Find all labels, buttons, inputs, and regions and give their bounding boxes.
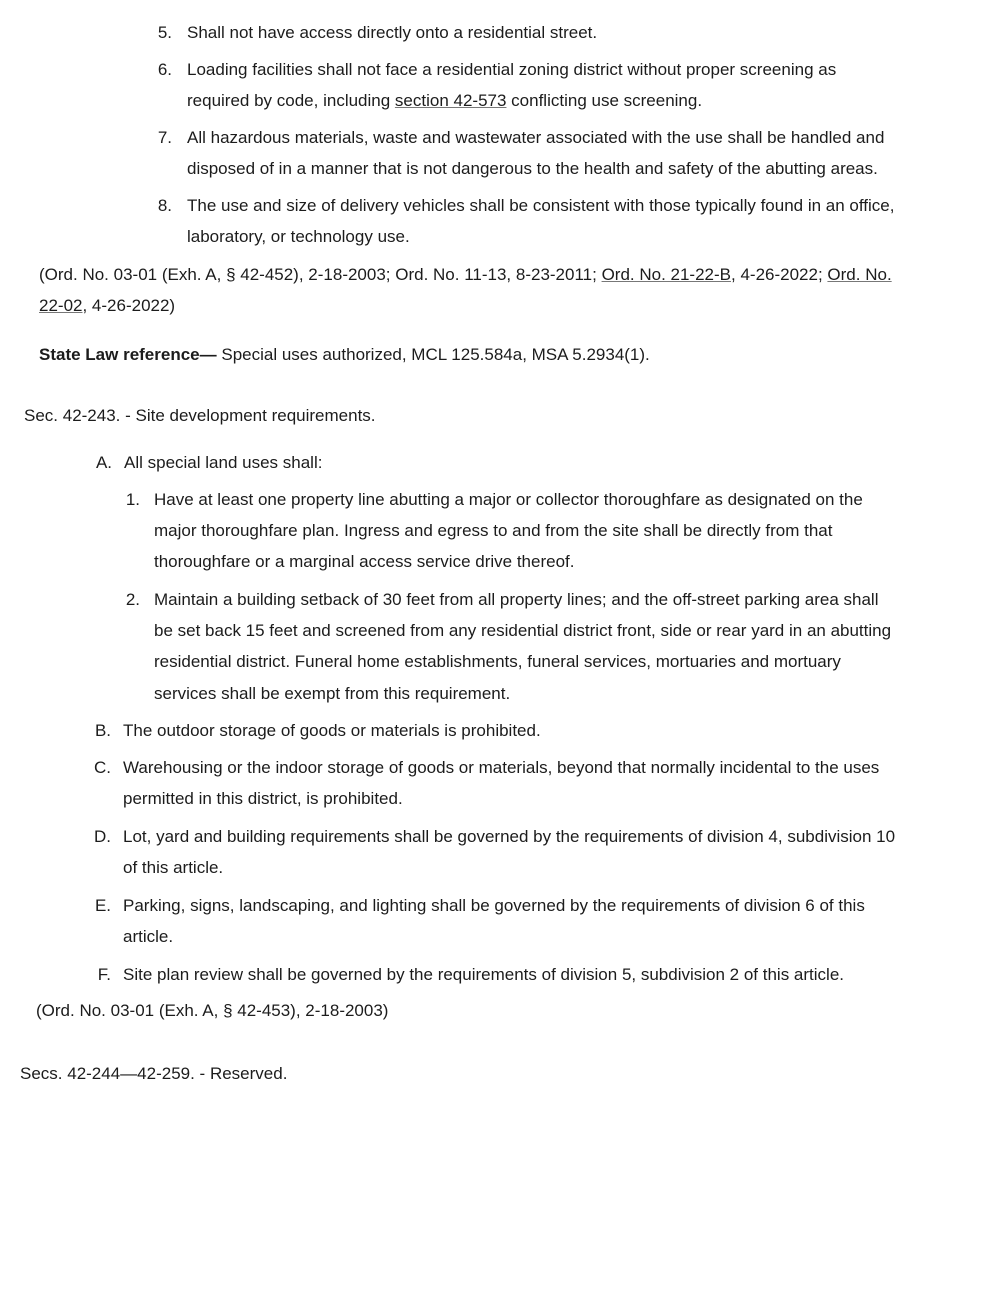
history-note: (Ord. No. 03-01 (Exh. A, § 42-453), 2-18-2003)	[36, 1001, 389, 1020]
section-link[interactable]: section 42-573	[394, 91, 507, 110]
history-note	[39, 259, 892, 290]
list-number: 6.	[157, 60, 172, 79]
list-number: 7.	[157, 128, 172, 147]
list-item-text: All hazardous materials, waste and wastewater associated with the use shall be handled and	[187, 128, 885, 147]
list-number: 8.	[157, 196, 172, 215]
list-letter: F.	[97, 965, 111, 984]
list-item-text: services shall be exempt from this requirement.	[154, 684, 511, 703]
list-item-text: The outdoor storage of goods or materials is prohibited.	[123, 721, 541, 740]
state-law-text: Special uses authorized, MCL 125.584a, MSA 5.2934(1).	[216, 345, 650, 364]
state-law-label: State Law reference—	[39, 345, 217, 364]
list-item-text: laboratory, or technology use.	[187, 227, 410, 246]
list-letter: A.	[95, 453, 112, 472]
ordinance-link[interactable]: 22-02	[39, 296, 83, 315]
list-letter: B.	[94, 721, 111, 740]
list-item-text: major thoroughfare plan. Ingress and egress to and from the site shall be directly from that	[154, 521, 833, 540]
list-letter: D.	[94, 827, 111, 846]
list-item-text: Shall not have access directly onto a residential street.	[187, 23, 598, 42]
list-number: 2.	[125, 590, 140, 609]
list-item-text: Parking, signs, landscaping, and lighting shall be governed by the requirements of division 6 of this	[123, 896, 865, 915]
history-note	[39, 290, 175, 321]
text-run: , 4-26-2022)	[82, 296, 176, 315]
list-item-text	[187, 85, 702, 116]
text-run: required by code, including	[187, 91, 395, 110]
list-item-text: residential district. Funeral home establishments, funeral services, mortuaries and mortuary	[154, 652, 841, 671]
list-number: 1.	[125, 490, 140, 509]
state-law-reference	[39, 339, 650, 370]
text-run: conflicting use screening.	[506, 91, 703, 110]
list-item-text: Warehousing or the indoor storage of goods or materials, beyond that normally incidental to the uses	[123, 758, 880, 777]
list-number: 5.	[157, 23, 172, 42]
text-run: , 4-26-2022;	[731, 265, 828, 284]
list-item-text: article.	[123, 927, 174, 946]
reserved-sections: Secs. 42-244—42-259. - Reserved.	[20, 1064, 288, 1083]
list-item-text: be set back 15 feet and screened from any residential district front, side or rear yard in an abutting	[154, 621, 892, 640]
list-item-text: disposed of in a manner that is not dangerous to the health and safety of the abutting areas.	[187, 159, 878, 178]
list-item-text: Site plan review shall be governed by the requirements of division 5, subdivision 2 of this article.	[123, 965, 844, 984]
list-item-text: Maintain a building setback of 30 feet from all property lines; and the off-street parking area shall	[154, 590, 879, 609]
section-heading: Sec. 42-243. - Site development requirements.	[24, 406, 376, 425]
list-item-text: thoroughfare or a marginal access service drive thereof.	[154, 552, 575, 571]
list-item-text: Loading facilities shall not face a residential zoning district without proper screening as	[187, 60, 837, 79]
list-item-text: permitted in this district, is prohibited.	[123, 789, 403, 808]
ordinance-link[interactable]: Ord. No.	[827, 265, 892, 284]
list-item-text: All special land uses shall:	[124, 453, 323, 472]
list-item-text: The use and size of delivery vehicles shall be consistent with those typically found in an office,	[187, 196, 895, 215]
text-run: (Ord. No. 03-01 (Exh. A, § 42-452), 2-18-2003; Ord. No. 11-13, 8-23-2011;	[39, 265, 602, 284]
list-letter: C.	[94, 758, 111, 777]
list-letter: E.	[94, 896, 111, 915]
list-item-text: Lot, yard and building requirements shall be governed by the requirements of division 4, subdivision 10	[123, 827, 896, 846]
list-item-text: Have at least one property line abutting a major or collector thoroughfare as designated on the	[154, 490, 863, 509]
ordinance-link[interactable]: Ord. No. 21-22-B	[601, 265, 732, 284]
list-item-text: of this article.	[123, 858, 224, 877]
